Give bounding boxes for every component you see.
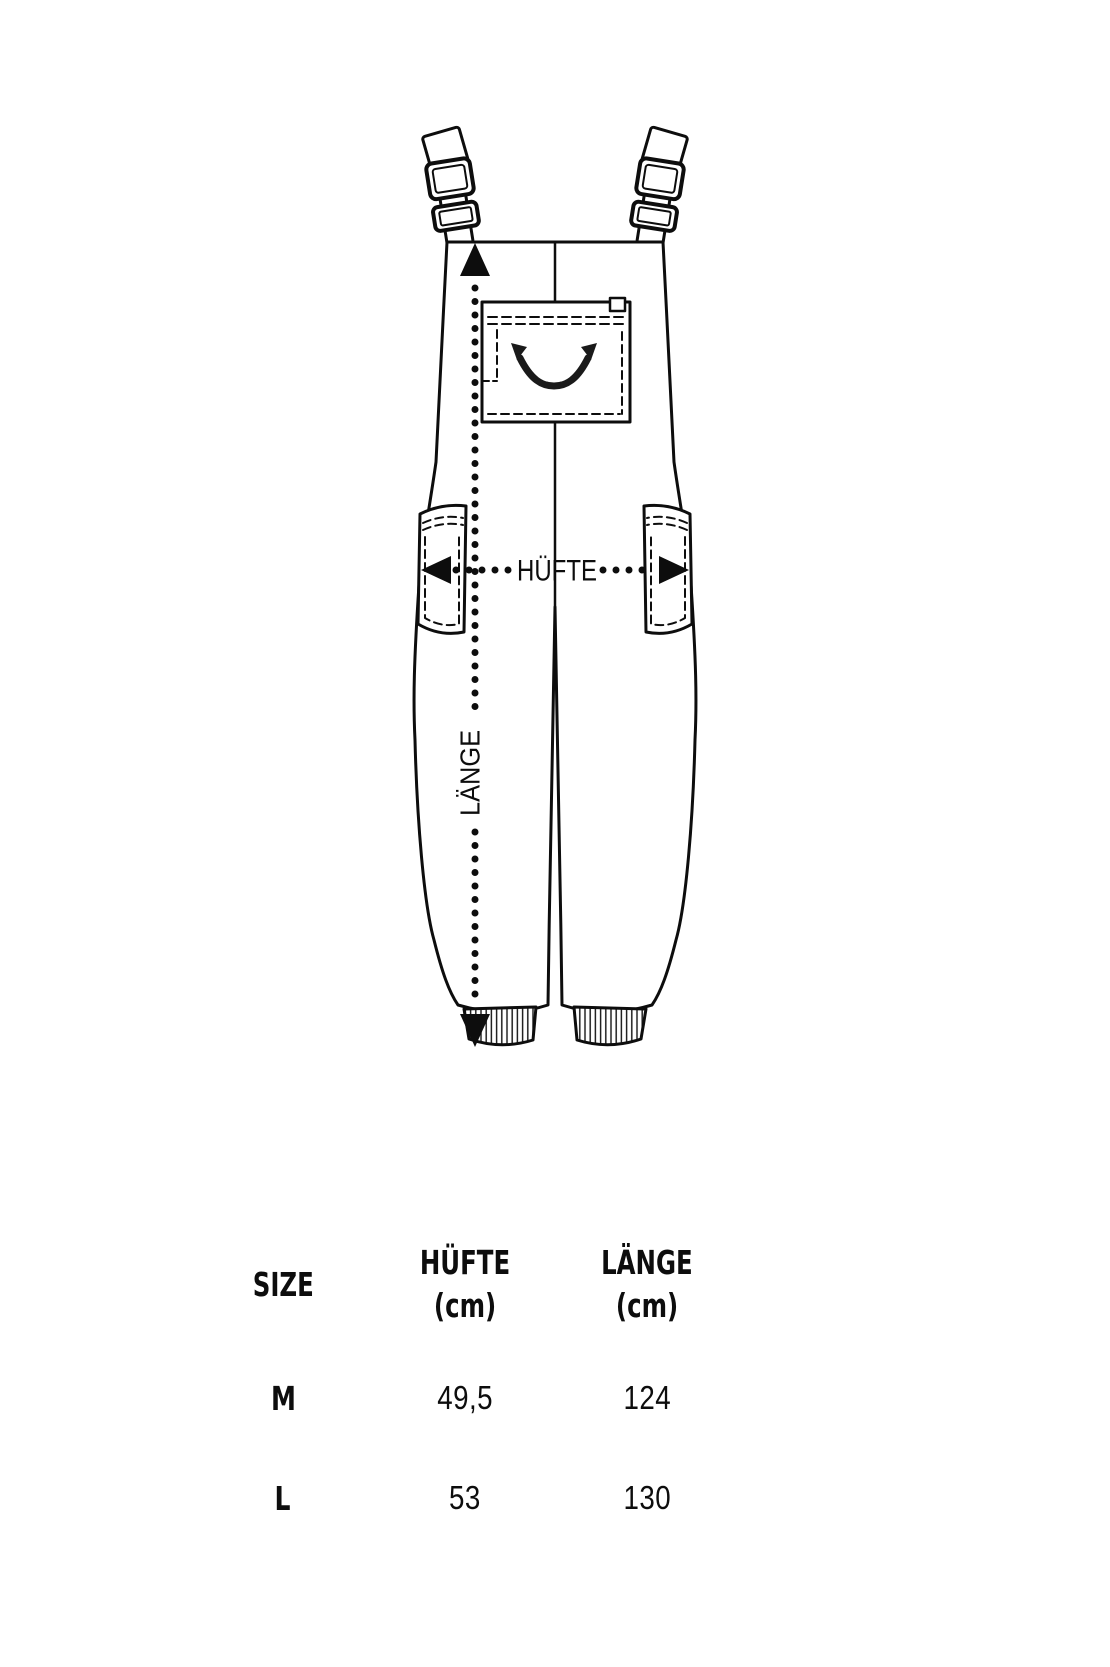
strap-slider-icon (630, 201, 677, 232)
row-m-hip: 49,5 (437, 1379, 493, 1416)
table-row (192, 1368, 738, 1428)
row-l-hip: 53 (449, 1479, 481, 1516)
hip-label: HÜFTE (517, 554, 597, 588)
strap-buckle-icon (635, 158, 684, 200)
strap-slider-icon (432, 201, 479, 232)
row-l-length: 130 (623, 1479, 671, 1516)
header-length (556, 1236, 738, 1332)
header-size-label: SIZE (252, 1264, 314, 1304)
size-table (192, 1236, 738, 1556)
row-l-size: L (275, 1478, 291, 1518)
left-shoulder-strap (420, 126, 481, 246)
row-m-length: 124 (623, 1379, 671, 1416)
header-hip-unit: (cm) (433, 1286, 497, 1325)
length-label: LÄNGE (454, 721, 486, 816)
header-length-unit: (cm) (615, 1286, 679, 1325)
right-shoulder-strap (628, 126, 689, 246)
chest-pocket (482, 298, 630, 422)
header-hip (374, 1236, 556, 1332)
size-table-header-row (192, 1236, 738, 1332)
strap-buckle-icon (425, 158, 474, 200)
table-row (192, 1468, 738, 1528)
row-m-size: M (270, 1378, 296, 1418)
header-length-label: LÄNGE (601, 1243, 693, 1282)
header-size (192, 1236, 374, 1332)
pocket-tab-icon (610, 298, 625, 311)
header-hip-label: HÜFTE (419, 1243, 511, 1282)
right-cuff (574, 1007, 646, 1045)
